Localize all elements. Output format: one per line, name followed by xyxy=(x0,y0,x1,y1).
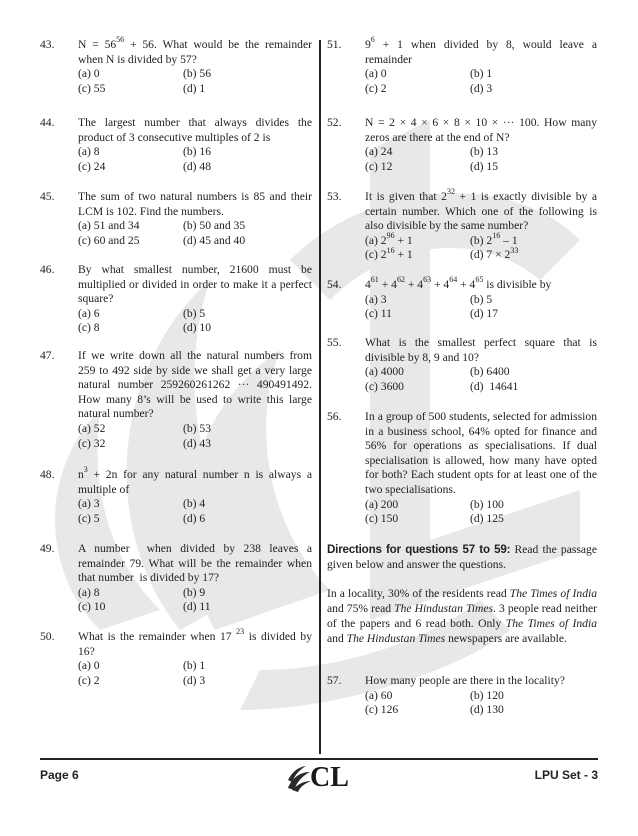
question-number: 50. xyxy=(40,630,55,643)
question-text: By what smallest number, 21600 must be multiplied or divided in order to make it a perfect square? xyxy=(78,263,312,306)
footer-rule xyxy=(40,758,598,760)
option-d: (d) 125 xyxy=(470,512,504,526)
option-b: (b) 5 xyxy=(183,306,206,320)
option-c: (c) 11 xyxy=(365,307,392,321)
question-text: $9^6 + 1$ when divided by 8, would leave a remainder xyxy=(365,35,597,66)
option-c: (c) $2^{16} + 1$ xyxy=(365,245,413,262)
page-number: Page 6 xyxy=(40,768,79,782)
option-d: (d) 130 xyxy=(470,703,504,717)
option-d: (d) $7 \times 2^{33}$ xyxy=(470,245,519,262)
option-d: (d) 6 xyxy=(183,511,206,525)
option-a: (a) 60 xyxy=(365,688,393,702)
question-number: 44. xyxy=(40,116,55,129)
option-d: (d) 17 xyxy=(470,307,499,321)
question-number: 52. xyxy=(327,116,342,129)
question-number: 56. xyxy=(327,410,342,423)
option-c: (c) 126 xyxy=(365,703,399,717)
option-b: (b) 9 xyxy=(183,585,206,599)
option-a: (a) 8 xyxy=(78,585,100,599)
question-text: The largest number that always divides the product of 3 consecutive multiples of 2 is xyxy=(78,116,312,144)
question-number: 53. xyxy=(327,190,342,203)
option-c: (c) 60 and 25 xyxy=(78,233,140,247)
question-text: It is given that $2^{32} + 1$ is exactly divisible by a certain number. Which one of the following is also divisible by the same number? xyxy=(365,187,597,233)
option-b: (b) 16 xyxy=(183,145,212,159)
directions-heading: Directions for questions 57 to 59: xyxy=(327,543,511,556)
option-a: (a) 51 and 34 xyxy=(78,219,140,233)
option-b: (b) 50 and 35 xyxy=(183,219,246,233)
column-divider xyxy=(319,40,321,754)
question-text: How many people are there in the locality? xyxy=(365,674,565,687)
cl-logo-text: CL xyxy=(310,762,349,793)
question-number: 55. xyxy=(327,336,342,349)
option-d: (d) 15 xyxy=(470,159,499,173)
option-a: (a) 0 xyxy=(78,67,100,81)
option-a: (a) $2^{96} + 1$ xyxy=(365,230,413,247)
option-a: (a) 52 xyxy=(78,421,106,435)
question-number: 47. xyxy=(40,349,55,362)
question-text: $N = 56^{56} + 56$. What would be the remainder when N is divided by 57? xyxy=(78,35,312,66)
option-a: (a) 4000 xyxy=(365,365,404,379)
option-c: (c) 32 xyxy=(78,436,106,450)
question-number: 43. xyxy=(40,38,55,51)
option-d: (d) 48 xyxy=(183,159,212,173)
question-number: 49. xyxy=(40,542,55,555)
option-d: (d) 1 xyxy=(183,81,206,95)
option-a: (a) 3 xyxy=(78,497,100,511)
question-text: What is the smallest perfect square that is divisible by 8, 9 and 10? xyxy=(365,336,597,364)
option-c: (c) 24 xyxy=(78,159,106,173)
question-number: 57. xyxy=(327,674,342,687)
option-b: (b) 13 xyxy=(470,145,499,159)
option-b: (b) 1 xyxy=(470,67,493,81)
question-text: $4^{61} + 4^{62} + 4^{63} + 4^{64} + 4^{65}$ is divisible by xyxy=(365,275,552,291)
question-number: 45. xyxy=(40,190,55,203)
option-c: (c) 3600 xyxy=(365,379,404,393)
question-text: If we write down all the natural numbers from 259 to 492 side by side we shall get a very large natural number 259260261262 ··· 490491492. How many 8’s will be used to write this large natural number? xyxy=(78,349,312,421)
option-a: (a) 0 xyxy=(78,659,100,673)
option-c: (c) 2 xyxy=(365,81,387,95)
option-d: (d) 10 xyxy=(183,321,212,335)
option-d: (d) 11 xyxy=(183,600,211,614)
question-number: 51. xyxy=(327,38,342,51)
question-text: N = 2 × 4 × 6 × 8 × 10 × ··· 100. How many zeros are there at the end of N? xyxy=(365,116,597,144)
question-text: A number when divided by 238 leaves a remainder 79. What will be the remainder when that number is divided by 17? xyxy=(78,542,312,585)
option-a: (a) 6 xyxy=(78,306,100,320)
set-label: LPU Set - 3 xyxy=(534,768,598,782)
option-b: (b) 120 xyxy=(470,688,504,702)
option-c: (c) 5 xyxy=(78,511,100,525)
option-d: (d) 14641 xyxy=(470,379,519,393)
option-a: (a) 0 xyxy=(365,67,387,81)
option-b: (b) $2^{16} - 1$ xyxy=(470,230,518,247)
directions-text: Read the passage given below and answer the questions. xyxy=(327,543,597,571)
option-b: (b) 4 xyxy=(183,497,206,511)
option-b: (b) 100 xyxy=(470,497,504,511)
passage: In a locality, 30% of the residents read The Times of India and 75% read The Hindustan Times. 3 people read neither of the papers and 6 read both. Only The Times of India and The Hindustan Times newspapers are available. xyxy=(327,587,598,645)
option-c: (c) 10 xyxy=(78,600,106,614)
option-c: (c) 150 xyxy=(365,512,399,526)
option-d: (d) 45 and 40 xyxy=(183,233,246,247)
option-b: (b) 53 xyxy=(183,421,212,435)
option-a: (a) 8 xyxy=(78,145,100,159)
question-number: 54. xyxy=(327,278,342,291)
option-a: (a) 200 xyxy=(365,497,399,511)
directions-block xyxy=(327,542,597,572)
option-d: (d) 43 xyxy=(183,436,212,450)
option-c: (c) 55 xyxy=(78,81,106,95)
question-number: 48. xyxy=(40,468,55,481)
question-text: In a group of 500 students, selected for admission in a business school, 64% opted for finance and 56% for operations as specialisations. If dual specialisation is allowed, how many have opted for both? Each student opts for at least one of the two specialisations. xyxy=(365,410,597,496)
option-b: (b) 56 xyxy=(183,67,212,81)
question-number: 46. xyxy=(40,263,55,276)
option-b: (b) 5 xyxy=(470,292,493,306)
option-b: (b) 1 xyxy=(183,659,206,673)
option-c: (c) 2 xyxy=(78,673,100,687)
option-c: (c) 8 xyxy=(78,321,100,335)
option-d: (d) 3 xyxy=(470,81,493,95)
option-c: (c) 12 xyxy=(365,159,393,173)
question-text: $n^3 + 2n$ for any natural number n is always a multiple of xyxy=(78,465,312,496)
question-text: What is the remainder when 17 $^{23}$ is divided by 16? xyxy=(78,627,312,658)
question-text: The sum of two natural numbers is 85 and their LCM is 102. Find the numbers. xyxy=(78,190,312,218)
option-a: (a) 24 xyxy=(365,145,393,159)
option-a: (a) 3 xyxy=(365,292,387,306)
option-d: (d) 3 xyxy=(183,673,206,687)
option-b: (b) 6400 xyxy=(470,365,510,379)
